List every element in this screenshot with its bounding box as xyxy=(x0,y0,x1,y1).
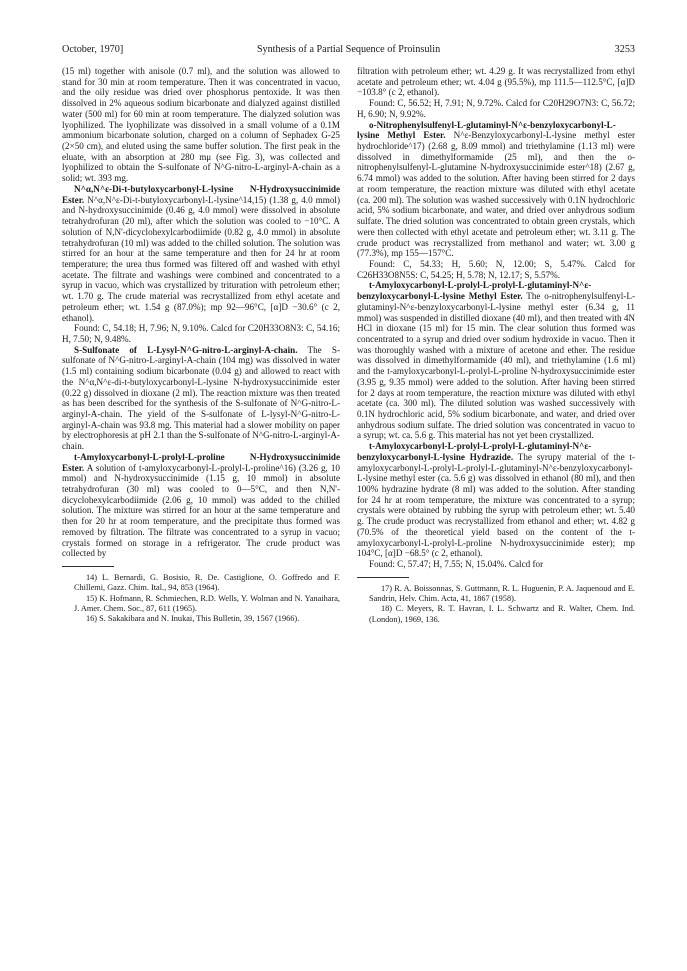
paragraph-text: The S-sulfonate of N^G-nitro-L-arginyl-A-chain (104 mg) was dissolved in water (1.5 ml) containing sodium bicarbonate (0.04 g) and allowed to react with the N^α,N^ε-di-t-butyloxycarbonyl-L-lysine N-hydroxysuccinimide ester (0.22 g) dissolved in dioxane (2 ml). The reaction mixture was then treated as has been described for the synthesis of the S-sulfonate of N^G-nitro-L-arginyl-A-chain. The yield of the S-sulfonate of L-lysyl-N^G-nitro-L-arginyl-A-chain was 93.8 mg. This material had a slower mobility on paper by electrophoresis at pH 2.1 than the S-sulfonate of N^G-nitro-L-arginyl-A-chain. xyxy=(62,344,340,452)
paragraph-text: filtration with petroleum ether; wt. 4.29 g. It was recrystallized from ethyl acetate and petroleum ether; wt. 4.04 g (95.5%), mp 111.5—112.5°C, [α]D −103.8° (c 2, ethanol). xyxy=(357,66,635,98)
paragraph xyxy=(62,345,340,452)
paragraph xyxy=(357,98,635,119)
right-column xyxy=(357,66,635,625)
paragraph xyxy=(357,441,635,559)
header-title: Synthesis of a Partial Sequence of Proinsulin xyxy=(256,44,441,55)
footnote-text: 17) R. A. Boissonnas, S. Guttmann, R. L. Huguenin, P. A. Jaquenoud and E. Sandrin, Helv. Chim. Acta, 41, 1867 (1958). xyxy=(369,583,635,604)
section-title: t-Amyloxycarbonyl-L-prolyl-L-proline N-Hydroxysuccinimide Ester. xyxy=(62,451,340,473)
paragraph-text: N^α,N^ε-Di-t-butyloxycarbonyl-L-lysine^14,15) (1.38 g, 4.0 mmol) and N-hydroxysuccinimide (0.46 g, 4.0 mmol) were dissolved in absolute tetrahydrofuran (20 ml), after which the solution was cooled to −10°C. A solution of N,N'-dicyclohexylcarbodiimide (0.82 g, 4.0 mmol) in absolute tetrahydrofuran (10 ml) was added to the chilled solution. The solution was stirred for an hour at the same temperature and then for 24 hr at room temperature; the urea thus formed was filtered off and washed with ethyl acetate. The filtrate and washings were combined and concentrated to a syrup in vacuo, which was crystallized by trituration with petroleum ether; wt. 1.70 g. The crude material was recrystallized from ethyl acetate and petroleum ether; wt. 1.54 g (87.0%); mp 92—96°C, [α]D −30.6° (c 2, ethanol). xyxy=(62,194,340,323)
section-title: t-Amyloxycarbonyl-L-prolyl-L-prolyl-L-glutaminyl-N^ε-benzyloxycarbonyl-L-lysine Methyl Ester. xyxy=(357,280,592,302)
page-number: 3253 xyxy=(614,44,635,55)
paragraph xyxy=(62,66,340,184)
section-title: N^α,N^ε-Di-t-butyloxycarbonyl-L-lysine N-Hydroxysuccinimide Ester. xyxy=(62,183,340,205)
footnote xyxy=(62,594,340,615)
section-title: o-Nitrophenylsulfenyl-L-glutaminyl-N^ε-benzyloxycarbonyl-L-lysine Methyl Ester. xyxy=(357,119,616,141)
footnote-text: 14) L. Bernardi, G. Bosisio, R. De. Castiglione, O. Goffredo and F. Chillemi, Gazz. Chim. Ital., 94, 853 (1964). xyxy=(74,573,340,593)
paragraph xyxy=(62,184,340,323)
left-column xyxy=(62,66,340,625)
header-date: October, 1970] xyxy=(62,44,124,55)
paragraph-text: Found: C, 56.52; H, 7.91; N, 9.72%. Calcd for C20H29O7N3: C, 56.72; H, 6.90; N, 9.92%. xyxy=(357,98,635,119)
section-title: t-Amyloxycarbonyl-L-prolyl-L-prolyl-L-glutaminyl-N^ε-benzyloxycarbonyl-L-lysine Hydrazide. xyxy=(357,441,592,462)
paragraph-text: (15 ml) together with anisole (0.7 ml), and the solution was allowed to stand for 30 min at room temperature. Then it was concentrated in vacuo, and the oily residue was dried over phosphorus pentoxide. It was then dissolved in 2% aqueous sodium bicarbonate and dialyzed against distilled water (500 ml) for 60 min at room temperature. The dialyzed solution was lyophilized. The lyophilizate was dissolved in a small volume of a 0.1M ammonium bicarbonate solution, charged on a column of Sephadex G-25 (2×50 cm), and eluted using the same buffer solution. The first peak in the eluate, with an absorption at 280 mμ (see Fig. 3), was collected and lyophilized to obtain the S-sulfonate of N^G-nitro-L-arginyl-A-chain as a solid; wt. 393 mg. xyxy=(62,66,340,184)
footnote-text: 15) K. Hofmann, R. Schmiechen, R.D. Wells, Y. Wolman and N. Yanaihara, J. Amer. Chem. Soc., 87, 611 (1965). xyxy=(74,593,340,613)
footnote xyxy=(357,604,635,625)
section-title: S-Sulfonate of L-Lysyl-N^G-nitro-L-arginyl-A-chain. xyxy=(74,344,298,355)
paragraph xyxy=(357,559,635,570)
paragraph xyxy=(357,259,635,280)
paragraph-text: The o-nitrophenylsulfenyl-L-glutaminyl-N^ε-benzyloxycarbonyl-L-lysine methyl ester (6.34 g, 11 mmol) was suspended in distilled dioxane (40 ml), and then treated with 4N HCl in dioxane (15 ml) for 15 min. The clear solution thus formed was concentrated to a syrup and dried over sodium hydroxide in vacuo. Then it was thoroughly washed with a mixture of acetone and ether. The residue was dissolved in dimethylformamide (40 ml), and triethylamine (1.6 ml) and the t-amyloxycarbonyl-L-prolyl-L-proline N-hydroxysuccinimide ester (3.95 g, 9.35 mmol) were added to the solution. After having been stirred for 2 days at room temperature, the reaction mixture was diluted with ethyl acetate (ca. 300 ml). The diluted solution was washed successively with 0.1N hydrochloric acid, 5% sodium bicarbonate, and water, and dried over anhydrous sodium sulfate. The dried solution was concentrated in vacuo to a syrup; wt. ca. 5.6 g. This material has not yet been crystallized. xyxy=(357,291,635,441)
footnote-rule xyxy=(357,577,409,578)
paragraph-text: A solution of t-amyloxycarbonyl-L-prolyl-L-proline^16) (3.26 g, 10 mmol) and N-hydroxysuccinimide (1.15 g, 10 mmol) in absolute tetrahydrofuran (30 ml) was cooled to 0—5°C, and then N,N'-dicyclohexylcarbodiimide (2.06 g, 10 mmol) was added to the chilled solution. The mixture was stirred for an hour at the same temperature and then for 20 hr at room temperature, and the precipitate thus formed was removed by filtration. The filtrate was concentrated to a syrup in vacuo; crystals formed on storage in a refrigerator. The crude product was collected by xyxy=(62,462,340,559)
footnote-text: 16) S. Sakakibara and N. Inukai, This Bulletin, 39, 1567 (1966). xyxy=(86,614,300,624)
paragraph xyxy=(357,120,635,259)
paragraph-text: Found: C, 57.47; H, 7.55; N, 15.04%. Calcd for xyxy=(369,559,544,570)
paragraph xyxy=(357,66,635,98)
footnote xyxy=(62,614,340,624)
footnote-text: 18) C. Meyers, R. T. Havran, I. L. Schwartz and R. Walter, Chem. Ind. (London), 1969, 136. xyxy=(369,604,635,624)
paragraph xyxy=(62,323,340,344)
footnote-rule xyxy=(62,566,114,567)
paragraph-text: Found: C, 54.33; H, 5.60; N, 12.00; S, 5.47%. Calcd for C26H33O8N5S: C, 54.25; H, 5.78; N, 12.17; S, 5.57%. xyxy=(357,258,635,280)
paragraph xyxy=(62,452,340,559)
paragraph-text: The syrupy material of the t-amyloxycarbonyl-L-prolyl-L-prolyl-L-glutaminyl-N^ε-benzyloxycarbonyl-L-lysine methyl ester (ca. 5.6 g) was dissolved in ethanol (80 ml), and then 100% hydrazine hydrate (8 ml) was added to the solution. After standing for 24 hr at room temperature, the mixture was concentrated to a syrup; crystals were obtained by rubbing the syrup with petroleum ether; wt. 5.40 g. The crude product was recrystallized from ethanol and ether; wt. 4.82 g (70.5% of the theoretical yield based on the content of the t-amyloxycarbonyl-L-prolyl-L-proline N-hydroxysuccinimide ester); mp 104°C, [α]D −68.5° (c 2, ethanol). xyxy=(357,451,635,559)
running-header xyxy=(62,44,635,58)
paragraph-text: Found: C, 54.18; H, 7.96; N, 9.10%. Calcd for C20H33O8N3: C, 54.16; H, 7.50; N, 9.48%. xyxy=(62,323,340,344)
paragraph xyxy=(357,280,635,441)
footnote xyxy=(62,573,340,594)
paragraph-text: N^ε-Benzyloxycarbonyl-L-lysine methyl ester hydrochloride^17) (2.68 g, 8.09 mmol) and triethylamine (1.13 ml) were dissolved in dimethylformamide (25 ml), and then the o-nitrophenylsulfenyl-L-glutamine N-hydroxysuccinimide ester^18) (2.67 g, 6.74 mmol) was added to the solution. After having been stirred for 2 days at room temperature, the reaction mixture was diluted with ethyl acetate (ca. 200 ml). The solution was washed successively with 0.1N hydrochloric acid, 5% sodium bicarbonate, and water, and dried over anhydrous sodium sulfate. The dried solution was concentrated to obtain green crystals, which were then collected with ethyl acetate and petroleum ether; wt. 3.11 g. The crude product was recrystallized from methanol and water; wt. 3.00 g (77.3%), mp 155—157°C. xyxy=(357,130,636,259)
footnote xyxy=(357,584,635,605)
